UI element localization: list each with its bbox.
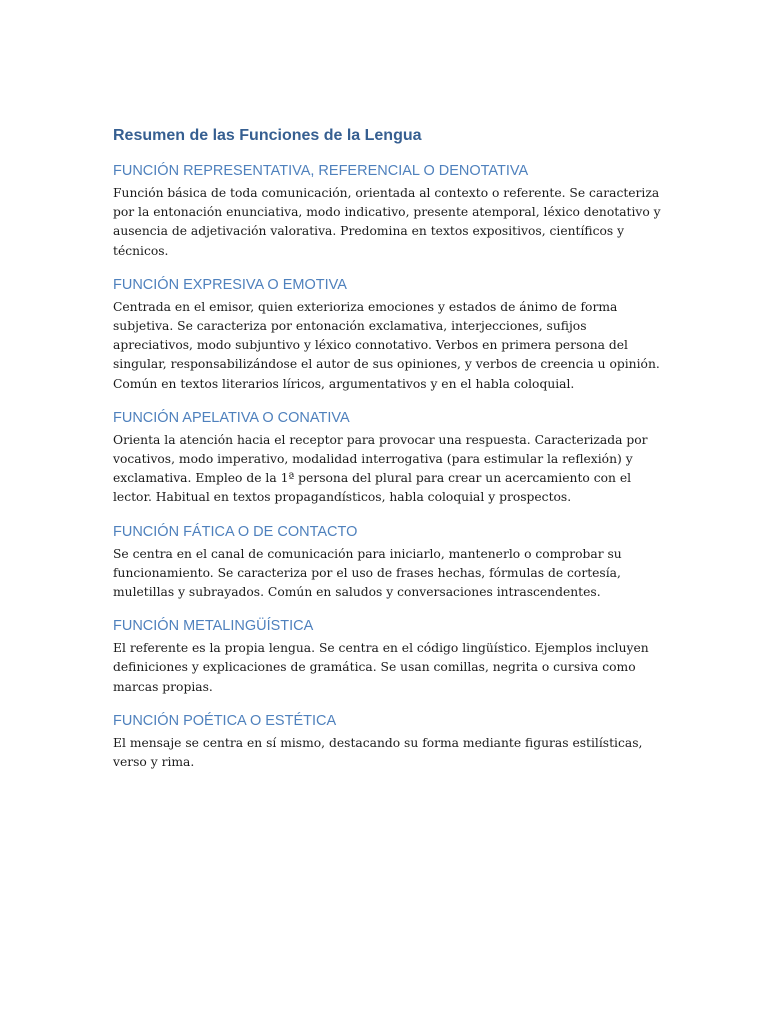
document-title: Resumen de las Funciones de la Lengua <box>113 127 422 144</box>
section-body: El mensaje se centra en sí mismo, destacando su forma mediante figuras estilísticas, verso y rima. <box>113 735 643 770</box>
section-fatica <box>113 522 661 603</box>
section-body: Orienta la atención hacia el receptor para provocar una respuesta. Caracterizada por vocativos, modo imperativo, modalidad interrogativa (para estimular la reflexión) y exclamativa. Empleo de la 1ª persona del plural para crear un acercamiento con el lector. Habitual en textos propagandísticos, habla coloquial y prospectos. <box>113 432 648 505</box>
section-heading: FUNCIÓN METALINGÜÍSTICA <box>113 618 314 635</box>
section-heading: FUNCIÓN EXPRESIVA O EMOTIVA <box>113 276 347 293</box>
section-body: Función básica de toda comunicación, orientada al contexto o referente. Se caracteriza por la entonación enunciativa, modo indicativo, presente atemporal, léxico denotativo y ausencia de adjetivación valorativa. Predomina en textos expositivos, científicos y técnicos. <box>113 186 661 258</box>
section-poetica <box>113 711 661 772</box>
section-body: El referente es la propia lengua. Se centra en el código lingüístico. Ejemplos incluyen definiciones y explicaciones de gramática. Se usan comillas, negrita o cursiva como marcas propias. <box>113 641 649 694</box>
section-metalinguistica <box>113 616 661 697</box>
section-body: Se centra en el canal de comunicación para iniciarlo, mantenerlo o comprobar su funcionamiento. Se caracteriza por el uso de frases hechas, fórmulas de cortesía, muletillas y subrayados. Común en saludos y conversaciones intrascendentes. <box>113 546 622 600</box>
section-heading: FUNCIÓN APELATIVA O CONATIVA <box>113 409 350 426</box>
section-heading: FUNCIÓN FÁTICA O DE CONTACTO <box>113 523 358 540</box>
section-heading: FUNCIÓN REPRESENTATIVA, REFERENCIAL O DENOTATIVA <box>113 163 529 179</box>
document-page <box>113 126 661 786</box>
section-representativa <box>113 161 661 261</box>
section-heading: FUNCIÓN POÉTICA O ESTÉTICA <box>113 712 337 729</box>
section-body: Centrada en el emisor, quien exterioriza emociones y estados de ánimo de forma subjetiva. Se caracteriza por entonación exclamativa, interjecciones, sufijos apreciativos, modo subjuntivo y léxico connotativo. Verbos en primera persona del singular, responsabilizándose el autor de sus opiniones, y verbos de creencia u opinión. Común en textos literarios líricos, argumentativos y en el habla coloquial. <box>113 299 660 391</box>
section-apelativa <box>113 408 661 508</box>
section-expresiva <box>113 275 661 394</box>
